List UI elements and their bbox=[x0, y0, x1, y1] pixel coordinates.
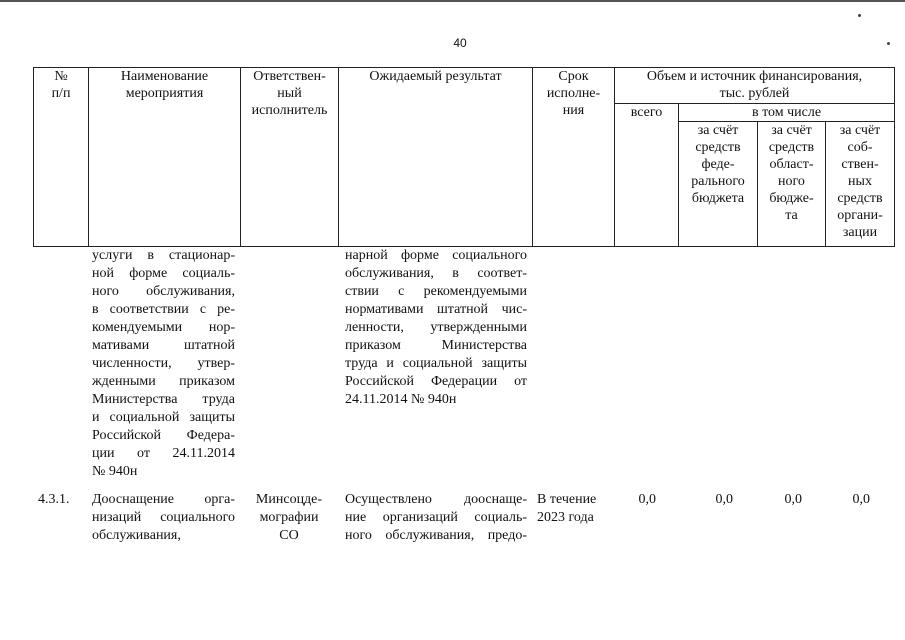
header-col-finance: Объем и источник финансирования, тыс. рублей bbox=[615, 68, 895, 104]
header-col-total: всего bbox=[615, 104, 679, 247]
row-regional-value: 0,0 bbox=[784, 492, 802, 507]
header-col-result: Ожидаемый результат bbox=[339, 68, 533, 247]
row-name-cell: Дооснащение орга- низаций социального обслуживания, bbox=[92, 492, 235, 543]
row-federal-value: 0,0 bbox=[715, 492, 733, 507]
continuation-name-cell: услуги в стационар- ной форме социаль- ного обслуживания, в соответствии с ре- комендуемыми нор- мативами штатной численности, утвер- жденными приказом Министерства труда и социальной защиты Российской Федера- ции от 24.11.2014 № 940н bbox=[92, 248, 235, 479]
header-col-number: № п/п bbox=[34, 68, 89, 247]
header-col-regional: за счёт средств област- ного бюдже- та bbox=[758, 122, 826, 247]
scan-speck bbox=[887, 42, 890, 45]
continuation-result-cell: нарной форме социального обслуживания, в соответ- ствии с рекомендуемыми нормативами штатной чис- ленности, утвержденными приказом Министерства труда и социальной защиты Российской Федерации от 24.11.2014 № 940н bbox=[345, 248, 527, 407]
header-col-name: Наименование мероприятия bbox=[89, 68, 241, 247]
table-header bbox=[33, 67, 895, 247]
row-responsible-cell: Минсоцде- мографии СО bbox=[255, 492, 323, 543]
top-rule bbox=[0, 0, 905, 2]
header-col-including: в том числе bbox=[679, 104, 895, 122]
header-col-term: Срок исполне- ния bbox=[533, 68, 615, 247]
row-term-cell: В течение 2023 года bbox=[537, 492, 597, 525]
page-number: 40 bbox=[453, 36, 467, 50]
header-col-responsible: Ответствен- ный исполнитель bbox=[241, 68, 339, 247]
row-number: 4.3.1. bbox=[38, 492, 70, 507]
row-total-value: 0,0 bbox=[638, 492, 656, 507]
header-col-own: за счёт соб- ствен- ных средств органи- зации bbox=[826, 122, 895, 247]
header-col-federal: за счёт средств феде- рального бюджета bbox=[679, 122, 758, 247]
row-own-value: 0,0 bbox=[852, 492, 870, 507]
scan-speck bbox=[858, 14, 861, 17]
row-result-cell: Осуществлено дооснаще- ние организаций социаль- ного обслуживания, предо- bbox=[345, 492, 527, 543]
